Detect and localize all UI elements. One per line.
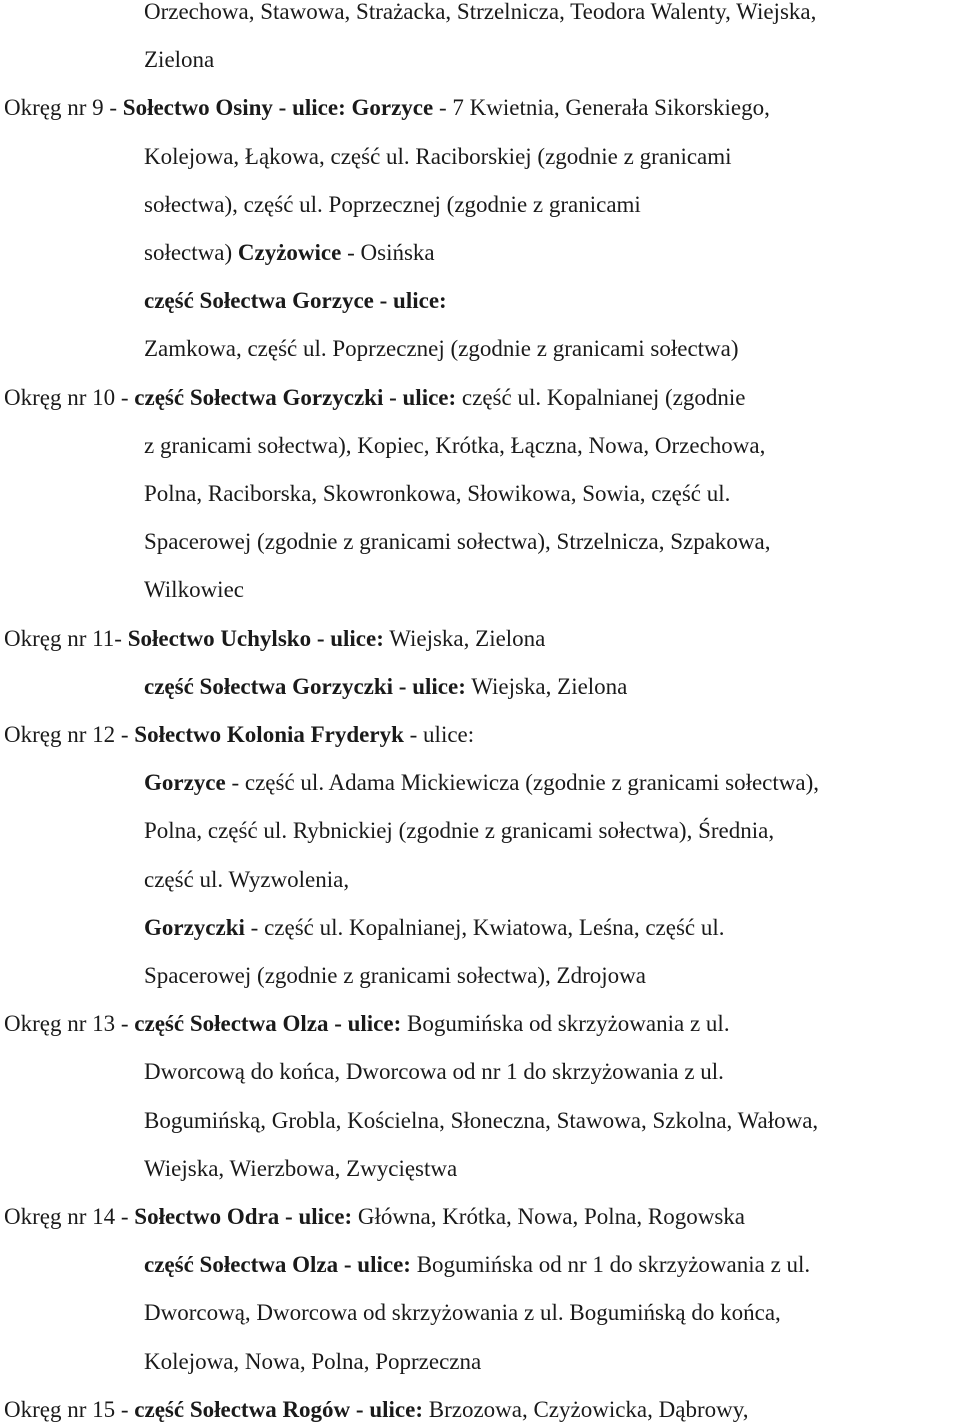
text-line-continuation	[144, 1251, 810, 1279]
bold-text-segment: część Sołectwa Gorzyce - ulice:	[144, 288, 447, 314]
text-segment: sołectwa), część ul. Poprzecznej (zgodnie z granicami	[144, 191, 641, 217]
text-line-continuation	[144, 866, 349, 894]
text-line-continuation	[144, 769, 819, 797]
text-segment: Spacerowej (zgodnie z granicami sołectwa), Strzelnicza, Szpakowa,	[144, 529, 771, 555]
text-line-continuation	[144, 673, 627, 701]
text-segment: Główna, Krótka, Nowa, Polna, Rogowska	[352, 1204, 745, 1229]
text-line-continuation	[144, 239, 435, 267]
text-segment: Kolejowa, Łąkowa, część ul. Raciborskiej (zgodnie z granicami	[144, 143, 732, 169]
text-segment: Okręg nr 9 -	[4, 95, 123, 121]
text-segment: Bogumińska od skrzyżowania z ul.	[401, 1011, 730, 1037]
district-line	[4, 1396, 749, 1424]
text-line-continuation	[144, 480, 730, 508]
text-segment: część ul. Kopalnianej (zgodnie	[456, 384, 746, 410]
bold-text-segment: Gorzyczki	[144, 914, 245, 940]
text-line-continuation	[144, 1058, 724, 1086]
bold-text-segment: Sołectwo Odra - ulice:	[134, 1204, 353, 1229]
text-segment: Wilkowiec	[144, 577, 244, 603]
text-segment: - Osińska	[341, 240, 435, 265]
text-line-continuation	[144, 1155, 457, 1183]
text-segment: Okręg nr 10 -	[4, 384, 135, 410]
text-segment: Wiejska, Wierzbowa, Zwycięstwa	[144, 1155, 458, 1181]
text-line-continuation	[144, 1348, 481, 1376]
text-segment: Dworcową, Dworcowa od skrzyżowania z ul. Bogumińską do końca,	[144, 1300, 781, 1326]
text-segment: - 7 Kwietnia, Generała Sikorskiego,	[433, 95, 770, 121]
text-line-continuation	[144, 1107, 818, 1135]
bold-text-segment: Czyżowice	[237, 240, 342, 265]
bold-text-segment: Sołectwo Uchylsko - ulice:	[127, 625, 384, 651]
bold-text-segment: część Sołectwa Gorzyczki - ulice:	[134, 384, 457, 410]
text-segment: Zielona	[144, 47, 215, 73]
text-segment: Okręg nr 12 -	[4, 722, 135, 747]
district-line	[4, 1010, 730, 1038]
text-line-continuation	[144, 0, 816, 26]
text-line-continuation	[144, 576, 244, 604]
text-segment: Okręg nr 15 -	[4, 1396, 135, 1422]
text-line-continuation	[144, 335, 739, 363]
district-line	[4, 625, 545, 653]
text-segment: Kolejowa, Nowa, Polna, Poprzeczna	[144, 1348, 482, 1374]
bold-text-segment: część Sołectwa Olza - ulice:	[144, 1252, 411, 1278]
text-segment: Okręg nr 11-	[4, 625, 128, 651]
text-line-continuation	[144, 143, 732, 171]
text-segment: - ulice:	[403, 722, 475, 747]
text-line-continuation	[144, 432, 765, 460]
text-segment: Wiejska, Zielona	[383, 625, 546, 651]
text-line-continuation	[144, 962, 646, 990]
bold-text-segment: część Sołectwa Rogów - ulice:	[134, 1396, 423, 1422]
bold-text-segment: część Sołectwa Olza - ulice:	[134, 1011, 402, 1037]
district-line	[4, 384, 745, 412]
text-segment: Zamkowa, część ul. Poprzecznej (zgodnie z granicami sołectwa)	[144, 336, 739, 362]
text-segment: część ul. Wyzwolenia,	[144, 866, 350, 892]
text-segment: Wiejska, Zielona	[465, 673, 628, 699]
text-segment: Polna, Raciborska, Skowronkowa, Słowikowa, Sowia, część ul.	[144, 481, 731, 506]
bold-text-segment: Sołectwo Osiny - ulice: Gorzyce	[122, 95, 434, 121]
text-line-continuation	[144, 914, 725, 942]
text-segment: sołectwa)	[144, 240, 238, 265]
text-segment: Bogumińska od nr 1 do skrzyżowania z ul.	[410, 1252, 811, 1278]
text-segment: Okręg nr 14 -	[4, 1204, 135, 1229]
text-segment: Dworcową do końca, Dworcowa od nr 1 do skrzyżowania z ul.	[144, 1059, 724, 1085]
text-segment: - część ul. Adama Mickiewicza (zgodnie z granicami sołectwa),	[225, 770, 819, 796]
text-line-continuation	[144, 191, 641, 219]
text-segment: Polna, część ul. Rybnickiej (zgodnie z granicami sołectwa), Średnia,	[144, 818, 775, 844]
text-segment: z granicami sołectwa), Kopiec, Krótka, Łączna, Nowa, Orzechowa,	[144, 432, 766, 458]
text-segment: Okręg nr 13 -	[4, 1011, 135, 1037]
district-line	[4, 1203, 745, 1231]
text-segment: - część ul. Kopalnianej, Kwiatowa, Leśna, część ul.	[244, 914, 725, 940]
bold-text-segment: Gorzyce	[144, 770, 226, 796]
district-line	[4, 721, 474, 749]
text-line-continuation	[144, 46, 214, 74]
bold-text-segment: Sołectwo Kolonia Fryderyk	[134, 722, 404, 747]
text-segment: Brzozowa, Czyżowicka, Dąbrowy,	[422, 1396, 749, 1422]
text-line-continuation	[144, 817, 774, 845]
bold-text-segment: część Sołectwa Gorzyczki - ulice:	[144, 673, 466, 699]
text-line-continuation	[144, 528, 770, 556]
text-line-continuation	[144, 1299, 781, 1327]
text-segment: Bogumińską, Grobla, Kościelna, Słoneczna, Stawowa, Szkolna, Wałowa,	[144, 1107, 819, 1133]
text-segment: Orzechowa, Stawowa, Strażacka, Strzelnicza, Teodora Walenty, Wiejska,	[144, 0, 817, 24]
text-segment: Spacerowej (zgodnie z granicami sołectwa), Zdrojowa	[144, 963, 646, 988]
district-line	[4, 94, 770, 122]
text-line-continuation	[144, 287, 447, 315]
